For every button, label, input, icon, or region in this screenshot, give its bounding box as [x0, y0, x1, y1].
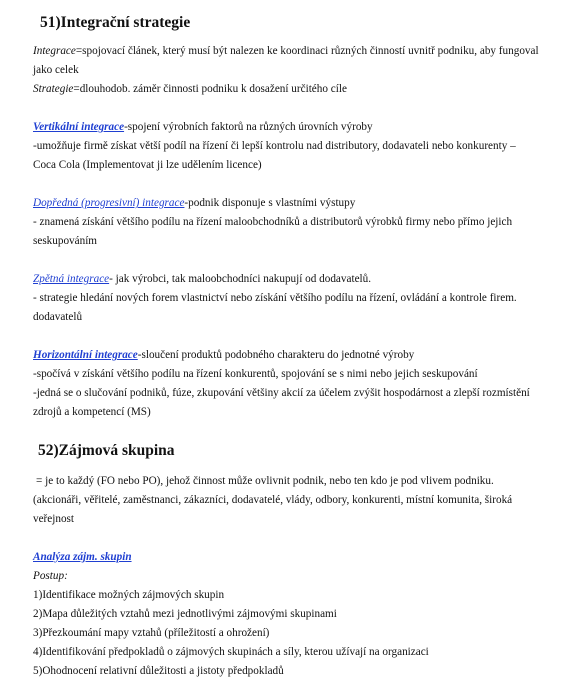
paragraph-line: dodavatelů — [33, 311, 83, 323]
definition-continuation: jako celek — [33, 64, 79, 76]
list-item: 1)Identifikace možných zájmových skupin — [33, 589, 225, 601]
paragraph-line: (akcionáři, věřitelé, zaměstnanci, zákazníci, dodavatelé, vlády, odbory, konkurenti, místní komunita, široká — [33, 494, 513, 506]
definition-strategie — [33, 82, 347, 96]
list-item: 5)Ohodnocení relativní důležitosti a jistoty předpokladů — [33, 665, 284, 677]
link-vertikalni-integrace[interactable]: Vertikální integrace — [33, 121, 125, 133]
paragraph-line: zdrojů a kompetencí (MS) — [33, 406, 151, 418]
paragraph-line: Coca Cola (Implementovat ji lze udělením licence) — [33, 159, 262, 171]
paragraph-text: -podnik disponuje s vlastními výstupy — [184, 197, 356, 209]
heading-51: 51)Integrační strategie — [40, 14, 191, 31]
paragraph-line: seskupováním — [33, 235, 98, 247]
definition-integrace — [33, 44, 539, 58]
definition-text: =spojovací článek, který musí být nalezen ke koordinaci různých činností uvnitř podniku, aby fungoval — [75, 45, 539, 57]
term-strategie: Strategie — [33, 83, 74, 95]
forward-integration — [33, 196, 355, 210]
postup-label: Postup: — [33, 570, 68, 582]
horizontal-integration — [33, 348, 414, 362]
paragraph-line: = je to každý (FO nebo PO), jehož činnost může ovlivnit podnik, nebo ten kdo je pod vlivem podniku. — [36, 475, 494, 487]
link-horizontalni-integrace[interactable]: Horizontální integrace — [33, 349, 138, 361]
paragraph-text: -sloučení produktů podobného charakteru do jednotné výroby — [137, 349, 415, 361]
backward-integration — [33, 272, 371, 286]
link-dopredna-integrace[interactable]: Dopředná (progresivní) integrace — [33, 197, 185, 209]
link-analyza-zajm-skupin[interactable]: Analýza zájm. skupin — [33, 551, 132, 563]
paragraph-line: - strategie hledání nových forem vlastnictví nebo získání většího podílu na řízení, ovládání a kontrole firem. — [33, 292, 517, 304]
heading-52: 52)Zájmová skupina — [38, 442, 175, 459]
paragraph-line: -umožňuje firmě získat větší podíl na řízení či lepší kontrolu nad distributory, dodavateli nebo konkurenty – — [33, 140, 516, 152]
paragraph-line: -jedná se o slučování podniků, fúze, zkupování většiny akcií za účelem zvýšit hospodárnost a zlepší rozmístění — [33, 387, 530, 399]
list-item: 2)Mapa důležitých vztahů mezi jednotlivými zájmovými skupinami — [33, 608, 337, 620]
list-item: 3)Přezkoumání mapy vztahů (příležitostí a ohrožení) — [33, 627, 270, 639]
paragraph-line: -spočívá v získání většího podílu na řízení konkurentů, spojování se s nimi nebo jejich seskupování — [33, 368, 478, 380]
definition-text: =dlouhodob. záměr činnosti podniku k dosažení určitého cíle — [73, 83, 347, 95]
term-integrace: Integrace — [33, 45, 76, 57]
paragraph-text: -spojení výrobních faktorů na různých úrovních výroby — [124, 121, 373, 133]
link-zpetna-integrace[interactable]: Zpětná integrace — [33, 273, 110, 285]
paragraph-line: - znamená získání většího podílu na řízení maloobchodníků a distributorů výrobků firmy nebo přímo jejich — [33, 216, 513, 228]
paragraph-text: - jak výrobci, tak maloobchodníci nakupují od dodavatelů. — [109, 273, 372, 285]
analysis-heading — [33, 550, 132, 564]
list-item: 4)Identifikování předpokladů o zájmových skupinách a síly, kterou užívají na organizaci — [33, 646, 429, 658]
vertical-integration — [33, 120, 373, 134]
paragraph-line: veřejnost — [33, 513, 75, 525]
